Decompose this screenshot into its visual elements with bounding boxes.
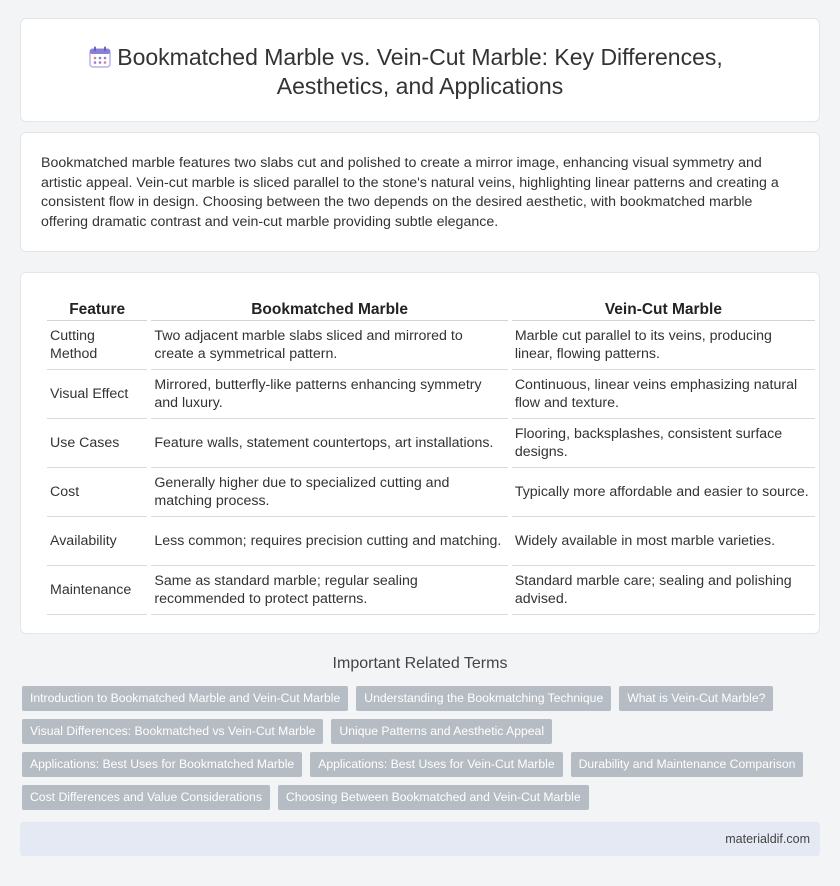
related-term-link[interactable]: Applications: Best Uses for Vein-Cut Marble xyxy=(310,752,562,777)
related-term-link[interactable]: Cost Differences and Value Considerations xyxy=(22,785,270,810)
vein-cut-cell: Standard marble care; sealing and polishing advised. xyxy=(512,566,815,615)
table-row xyxy=(47,566,815,615)
header-bookmatched: Bookmatched Marble xyxy=(151,295,507,321)
related-term-link[interactable]: Applications: Best Uses for Bookmatched Marble xyxy=(22,752,302,777)
feature-cell: Maintenance xyxy=(47,566,147,615)
related-terms-title: Important Related Terms xyxy=(332,655,508,672)
bookmatched-cell: Two adjacent marble slabs sliced and mirrored to create a symmetrical pattern. xyxy=(151,321,507,370)
feature-cell: Availability xyxy=(47,517,147,566)
header-feature: Feature xyxy=(47,295,147,321)
bookmatched-cell: Mirrored, butterfly-like patterns enhancing symmetry and luxury. xyxy=(151,370,507,419)
intro-paragraph: Bookmatched marble features two slabs cut and polished to create a mirror image, enhancing visual symmetry and artistic appeal. Vein-cut marble is sliced parallel to the stone's natural veins, highlighting linear patterns and creating a consistent flow in design. Choosing between the two depends on the desired aesthetic, with bookmatched marble offering dramatic contrast and vein-cut marble providing subtle elegance. xyxy=(41,155,779,230)
bookmatched-cell: Same as standard marble; regular sealing recommended to protect patterns. xyxy=(151,566,507,615)
comparison-table-card xyxy=(20,272,820,634)
page-title: Bookmatched Marble vs. Vein-Cut Marble: Key Differences, Aesthetics, and Applications xyxy=(117,44,723,99)
related-term-link[interactable]: Unique Patterns and Aesthetic Appeal xyxy=(331,719,552,744)
related-term-link[interactable]: Introduction to Bookmatched Marble and Vein-Cut Marble xyxy=(22,686,348,711)
table-row xyxy=(47,468,815,517)
related-term-link[interactable]: What is Vein-Cut Marble? xyxy=(619,686,773,711)
bookmatched-cell: Less common; requires precision cutting and matching. xyxy=(151,517,507,566)
related-term-link[interactable]: Choosing Between Bookmatched and Vein-Cut Marble xyxy=(278,785,589,810)
footer-site-link[interactable]: materialdif.com xyxy=(725,832,810,846)
table-row xyxy=(47,370,815,419)
related-term-link[interactable]: Visual Differences: Bookmatched vs Vein-Cut Marble xyxy=(22,719,323,744)
vein-cut-cell: Continuous, linear veins emphasizing natural flow and texture. xyxy=(512,370,815,419)
intro-card xyxy=(20,132,820,252)
table-header-row xyxy=(47,295,815,321)
vein-cut-cell: Marble cut parallel to its veins, producing linear, flowing patterns. xyxy=(512,321,815,370)
feature-cell: Visual Effect xyxy=(47,370,147,419)
vein-cut-cell: Flooring, backsplashes, consistent surface designs. xyxy=(512,419,815,468)
feature-cell: Cost xyxy=(47,468,147,517)
title-card xyxy=(20,18,820,122)
table-row xyxy=(47,517,815,566)
related-terms-list xyxy=(22,686,812,810)
comparison-table xyxy=(43,295,819,615)
vein-cut-cell: Typically more affordable and easier to source. xyxy=(512,468,815,517)
feature-cell: Cutting Method xyxy=(47,321,147,370)
footer xyxy=(20,822,820,856)
header-vein-cut: Vein-Cut Marble xyxy=(512,295,815,321)
bookmatched-cell: Generally higher due to specialized cutting and matching process. xyxy=(151,468,507,517)
related-term-link[interactable]: Understanding the Bookmatching Technique xyxy=(356,686,611,711)
vein-cut-cell: Widely available in most marble varieties. xyxy=(512,517,815,566)
bookmatched-cell: Feature walls, statement countertops, art installations. xyxy=(151,419,507,468)
table-row xyxy=(47,419,815,468)
table-row xyxy=(47,321,815,370)
related-term-link[interactable]: Durability and Maintenance Comparison xyxy=(571,752,804,777)
feature-cell: Use Cases xyxy=(47,419,147,468)
